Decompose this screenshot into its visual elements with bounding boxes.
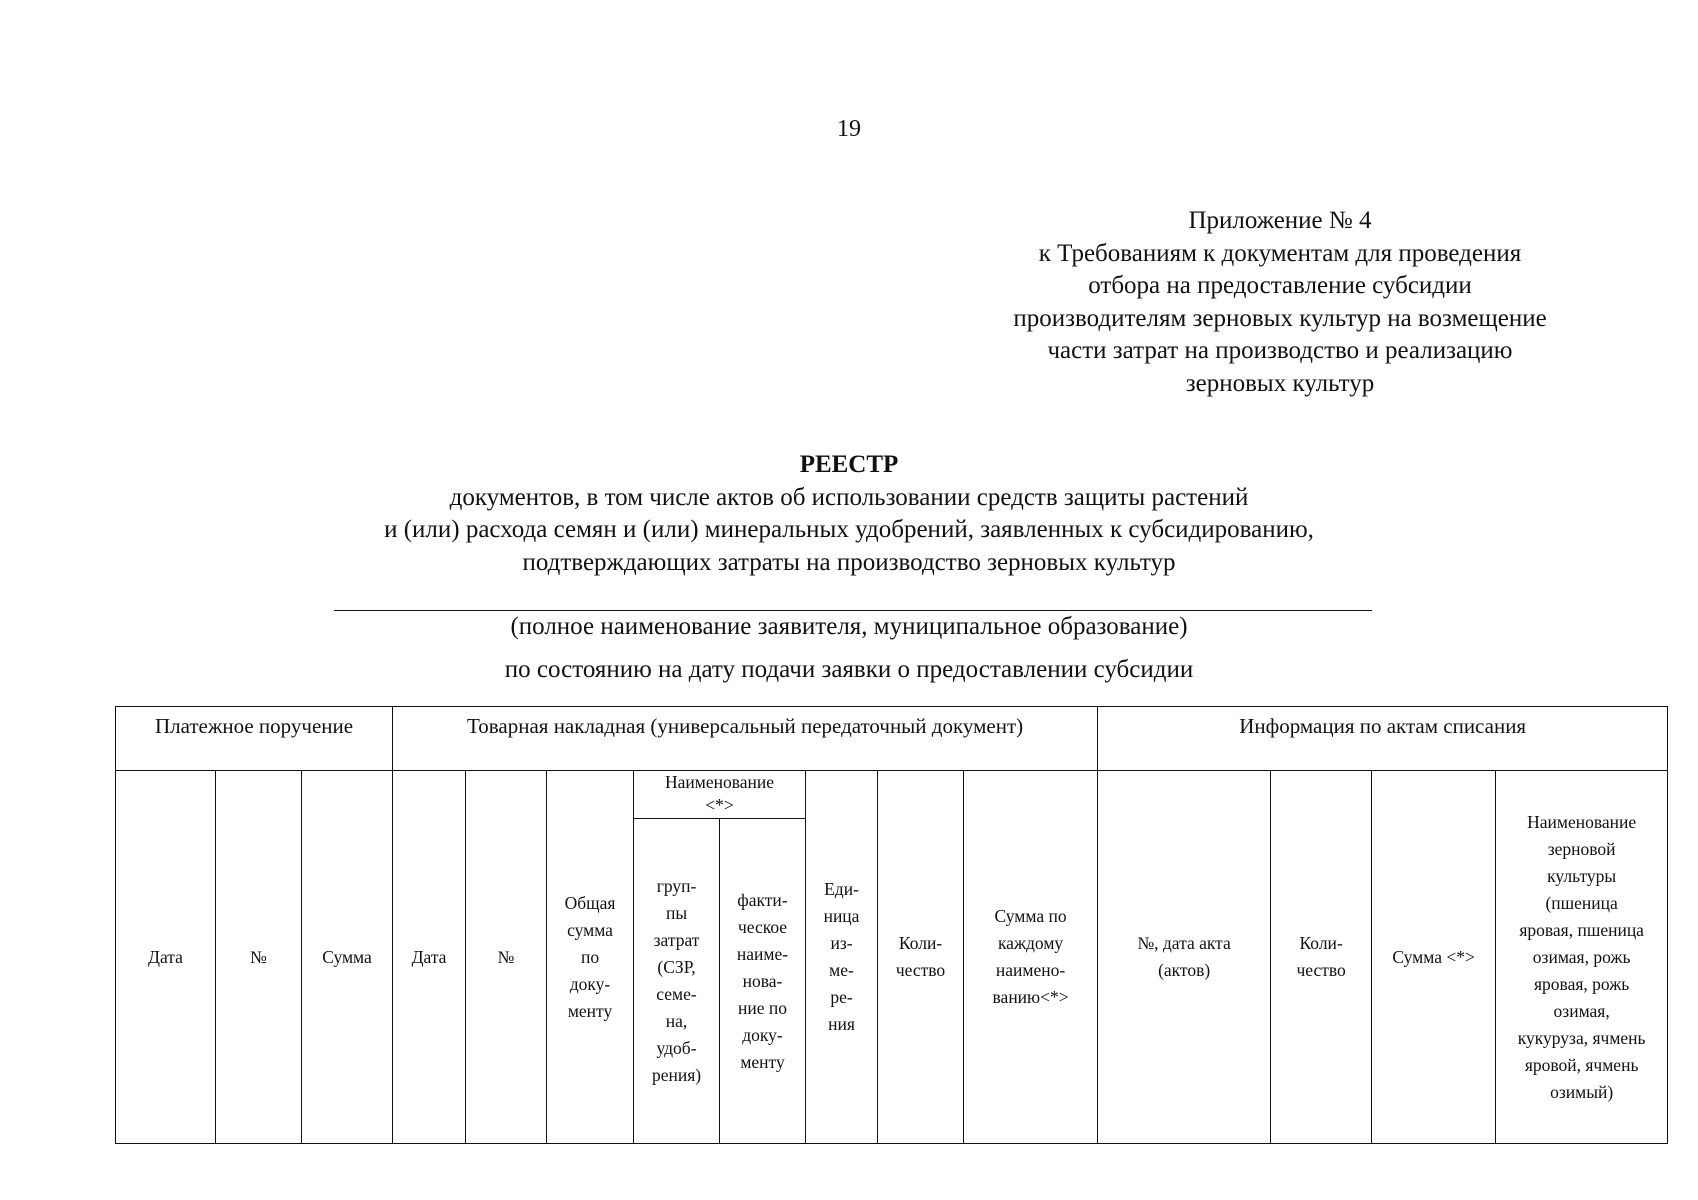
payment-date-header: Дата [116, 771, 216, 1144]
table-header-row [116, 771, 1668, 819]
applicant-name-line [334, 610, 1372, 611]
document-title: РЕЕСТР [799, 451, 899, 478]
appendix-line: зерновых культур [1185, 369, 1375, 397]
document-subtitle-line: подтверждающих затраты на производство зерновых культур [522, 548, 1176, 576]
appendix-line: к Требованиям к документам для проведения [1038, 239, 1522, 267]
actual-name-header: факти- ческое наиме- нова- ние по доку- менту [720, 819, 806, 1144]
payment-sum-header: Сумма [302, 771, 393, 1144]
unit-header: Еди- ница из- ме- ре- ния [806, 771, 878, 1144]
appendix-line: отбора на предоставление субсидии [1088, 272, 1472, 299]
sum-per-item-header: Сумма по каждому наимено- ванию<*> [964, 771, 1098, 1144]
writeoff-info-group-header: Информация по актам списания [1098, 707, 1668, 771]
act-sum-header: Сумма <*> [1372, 771, 1496, 1144]
applicant-caption: (полное наименование заявителя, муниципальное образование) [510, 613, 1188, 640]
crop-name-header: Наименование зерновой культуры (пшеница яровая, пшеница озимая, рожь яровая, рожь озимая, кукуруза, ячмень яровой, ячмень озимый) [1496, 771, 1668, 1144]
appendix-line: производителям зерновых культур на возмещение [1013, 304, 1547, 332]
document-subtitle-line: документов, в том числе актов об использовании средств защиты растений [449, 483, 1249, 511]
page-number: 19 [837, 116, 861, 142]
payment-number-header: № [216, 771, 302, 1144]
waybill-number-header: № [466, 771, 547, 1144]
document-title-block [0, 449, 1698, 579]
document-subtitle-line: и (или) расхода семян и (или) минеральных удобрений, заявленных к субсидированию, [384, 516, 1314, 543]
waybill-group-header: Товарная накладная (универсальный передаточный документ) [393, 707, 1098, 771]
appendix-header [960, 205, 1600, 400]
total-sum-header: Общая сумма по доку- менту [547, 771, 634, 1144]
act-quantity-header: Коли- чество [1271, 771, 1372, 1144]
cost-groups-header: груп- пы затрат (СЗР, семе- на, удоб- рения) [634, 819, 720, 1144]
appendix-line: Приложение № 4 [1188, 207, 1372, 234]
as-of-date-text: по состоянию на дату подачи заявки о предоставлении субсидии [504, 656, 1194, 683]
waybill-date-header: Дата [393, 771, 466, 1144]
quantity-header: Коли- чество [878, 771, 964, 1144]
appendix-line: части затрат на производство и реализацию [1047, 337, 1513, 364]
table-header-row [116, 707, 1668, 771]
name-group-header: Наименование <*> [634, 771, 806, 819]
payment-order-group-header: Платежное поручение [116, 707, 393, 771]
act-number-date-header: №, дата акта (актов) [1098, 771, 1271, 1144]
registry-table [115, 706, 1668, 1144]
